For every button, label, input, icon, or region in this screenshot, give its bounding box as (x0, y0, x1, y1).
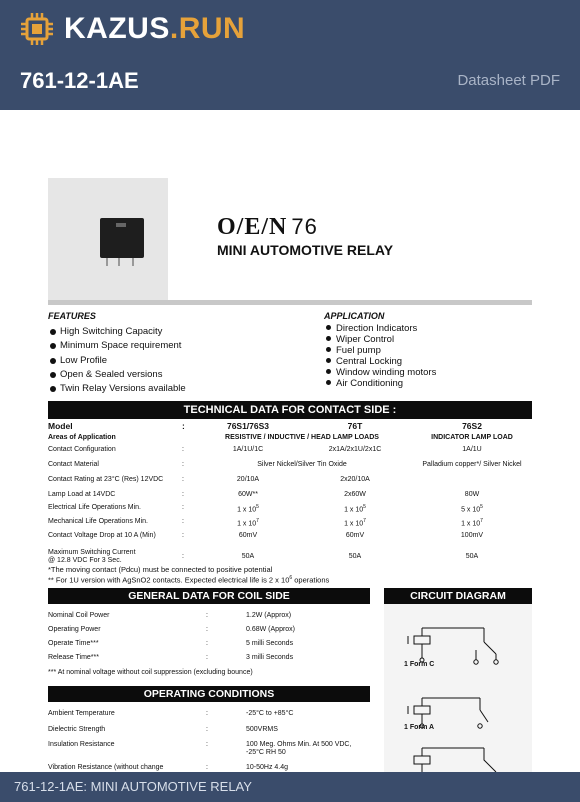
colon: : (182, 532, 184, 539)
cell-76t (340, 476, 370, 483)
features-item: Low Profile (50, 355, 186, 369)
coil-data-heading: GENERAL DATA FOR COIL SIDE (48, 588, 370, 604)
coil-note: *** At nominal voltage without coil suppression (excluding bounce) (48, 669, 253, 676)
colon: : (182, 461, 184, 468)
kv-value: 10-50Hz 4.4g (246, 764, 289, 771)
cell-76t (344, 491, 366, 498)
kv-label: Dielectric Strength (48, 726, 106, 733)
brand-name: KAZUS.RUN (64, 12, 246, 45)
cell-value: 80W (464, 491, 480, 498)
kv-row (48, 710, 338, 722)
kv-value: 0.68W (Approx) (246, 626, 296, 633)
chip-icon (20, 12, 54, 46)
exponent: 7 (480, 518, 483, 524)
kv-row (48, 626, 338, 638)
cell-value: 1A/1U/1C (232, 446, 264, 453)
row-label: Contact Voltage Drop at 10 A (Min) (48, 532, 156, 539)
cell-76s1 (238, 491, 258, 498)
exponent: 5 (480, 504, 483, 510)
kv-label: Operate Time*** (48, 640, 99, 647)
cell-value: 1 x 10 (461, 520, 481, 528)
circuit-diagram (384, 588, 532, 772)
operating-conditions-heading: OPERATING CONDITIONS (48, 686, 370, 702)
kv-row (48, 726, 338, 738)
cell-value: 1 x 10 (237, 520, 257, 528)
application-item: Fuel pump (326, 345, 436, 356)
cell-76t (346, 532, 364, 539)
colon: : (182, 504, 184, 511)
cell-76s2 (462, 446, 481, 453)
colon: : (206, 612, 208, 619)
kv-value: 5 milli Seconds (246, 640, 294, 647)
colon: : (182, 518, 184, 525)
colon: : (206, 640, 208, 647)
kv-row (48, 654, 338, 666)
row-label: Maximum Switching Current (48, 549, 136, 556)
colon: : (206, 726, 208, 733)
cell-76s1 (239, 532, 257, 539)
exponent: 7 (363, 518, 366, 524)
kv-label: Nominal Coil Power (48, 612, 110, 619)
datasheet-page (0, 110, 580, 772)
form-c-label: 1 Form C (404, 661, 435, 668)
cell-span: Silver Nickel/Silver Tin Oxide (257, 461, 347, 468)
cell-76s2 (461, 504, 483, 513)
table-row (48, 532, 532, 544)
row-label: Contact Configuration (48, 446, 116, 453)
cell-76t (344, 504, 366, 513)
cell-value: 20/10A (236, 476, 260, 483)
document-title: 761-12-1AE (20, 68, 139, 93)
circuit-schematic (384, 588, 532, 772)
cell-76t (344, 518, 366, 527)
document-type-label: Datasheet PDF (457, 72, 560, 89)
model-76t: 76T (347, 421, 363, 431)
cell-value: 2x1A/2x1U/2x1C (328, 446, 382, 453)
product-title: MINI AUTOMOTIVE RELAY (217, 242, 394, 258)
cell-value: 50A (241, 553, 255, 560)
exponent: 7 (256, 518, 259, 524)
colon: : (182, 446, 184, 453)
kv-label: Ambient Temperature (48, 710, 115, 717)
area-indicator: INDICATOR LAMP LOAD (431, 434, 513, 441)
cell-value: 60W** (238, 491, 258, 498)
features-item: Open & Sealed versions (50, 369, 186, 383)
model-label: Model (48, 421, 73, 431)
table-row (48, 491, 532, 503)
exponent: 5 (256, 504, 259, 510)
application-heading: APPLICATION (324, 311, 385, 321)
cell-76s2 (461, 532, 483, 539)
kv-value: 100 Meg. Ohms Min. At 500 VDC, (246, 741, 352, 748)
kv-value-2: -25°C RH 50 (246, 749, 286, 756)
tech-note-1: *The moving contact (Pdcu) must be connected to positive potential (48, 565, 273, 574)
cell-76s2: Palladium copper*/ Silver Nickel (422, 461, 522, 468)
cell-76t (349, 553, 361, 560)
product-photo (48, 178, 168, 300)
cell-value: 50A (348, 553, 362, 560)
row-label: Contact Material (48, 461, 99, 468)
kv-value: 500VRMS (246, 726, 278, 733)
area-resistive: RESISTIVE / INDUCTIVE / HEAD LAMP LOADS (225, 434, 379, 441)
features-item: Twin Relay Versions available (50, 383, 186, 397)
colon: : (206, 626, 208, 633)
cell-value: 2x20/10A (340, 476, 370, 483)
cell-value: 50A (465, 553, 479, 560)
cell-76t (329, 446, 382, 453)
application-item: Window winding motors (326, 367, 436, 378)
colon: : (206, 741, 208, 748)
table-header-row (48, 421, 532, 433)
application-item: Central Locking (326, 356, 436, 367)
kv-row (48, 640, 338, 652)
form-a-label: 1 Form A (404, 724, 435, 731)
cell-76s2 (461, 518, 483, 527)
tech-data-heading: TECHNICAL DATA FOR CONTACT SIDE : (48, 401, 532, 419)
colon: : (182, 476, 184, 483)
colon: : (182, 553, 184, 560)
features-item: High Switching Capacity (50, 326, 186, 340)
features-list (50, 326, 186, 397)
row-label-2: @ 12.8 VDC For 3 Sec. (48, 557, 122, 564)
cell-value: 5 x 10 (461, 506, 481, 514)
circuit-diagram-heading: CIRCUIT DIAGRAM (384, 588, 532, 604)
kv-row (48, 612, 338, 624)
kv-label: Release Time*** (48, 654, 99, 661)
kv-label: Operating Power (48, 626, 101, 633)
cell-value: 1 x 10 (344, 520, 364, 528)
application-item: Air Conditioning (326, 378, 436, 389)
manufacturer-logo: O/E/N 76 (217, 214, 318, 240)
application-item: Direction Indicators (326, 323, 436, 334)
cell-value: 60mV (238, 532, 258, 539)
site-logo[interactable] (20, 12, 245, 46)
table-row (48, 504, 532, 516)
cell-value: 100mV (460, 532, 484, 539)
table-row (48, 446, 532, 458)
cell-76s1 (237, 476, 259, 483)
cell-value: 1 x 10 (237, 506, 257, 514)
application-list (326, 323, 436, 389)
kv-value: -25°C to +85°C (246, 710, 294, 717)
tech-note-2: ** For 1U version with AgSnO2 contacts. Expected electrical life is 2 x $10^6$ operations (48, 575, 330, 585)
cell-76s1 (237, 504, 259, 513)
colon: : (182, 421, 185, 431)
table-row (48, 461, 532, 473)
footer-title: 761-12-1AE: MINI AUTOMOTIVE RELAY (0, 772, 580, 802)
kv-row (48, 741, 352, 756)
cell-76s2 (466, 553, 478, 560)
application-item: Wiper Control (326, 334, 436, 345)
kv-row (48, 764, 338, 772)
kv-label: Insulation Resistance (48, 741, 115, 748)
row-label: Lamp Load at 14VDC (48, 491, 116, 498)
cell-value: 60mV (345, 532, 365, 539)
cell-76s1 (242, 553, 254, 560)
site-header (0, 0, 580, 110)
kv-label: Vibration Resistance (without change (48, 764, 164, 771)
areas-row (48, 434, 532, 446)
cell-value: 1A/1U (462, 446, 482, 453)
exponent: 5 (363, 504, 366, 510)
cell-76s2 (465, 491, 479, 498)
divider (48, 300, 532, 305)
row-label: Contact Rating at 23°C (Res) 12VDC (48, 476, 164, 483)
cell-value: 1 x 10 (344, 506, 364, 514)
kv-value: 3 milli Seconds (246, 654, 294, 661)
row-label: Electrical Life Operations Min. (48, 504, 141, 511)
cell-76s1 (233, 446, 263, 453)
features-item: Minimum Space requirement (50, 340, 186, 354)
table-row (48, 476, 532, 488)
relay-image (100, 218, 144, 258)
areas-label: Areas of Application (48, 434, 116, 441)
model-76s1: 76S1/76S3 (226, 421, 270, 431)
table-row (48, 518, 532, 530)
model-76s2: 76S2 (462, 421, 482, 431)
colon: : (206, 654, 208, 661)
features-heading: FEATURES (48, 311, 96, 321)
colon: : (206, 764, 208, 771)
cell-value: 2x60W (344, 491, 366, 498)
colon: : (182, 491, 184, 498)
cell-76s1 (237, 518, 259, 527)
colon: : (206, 710, 208, 717)
row-label: Mechanical Life Operations Min. (48, 518, 148, 525)
kv-value: 1.2W (Approx) (246, 612, 292, 619)
table-row (48, 549, 532, 564)
